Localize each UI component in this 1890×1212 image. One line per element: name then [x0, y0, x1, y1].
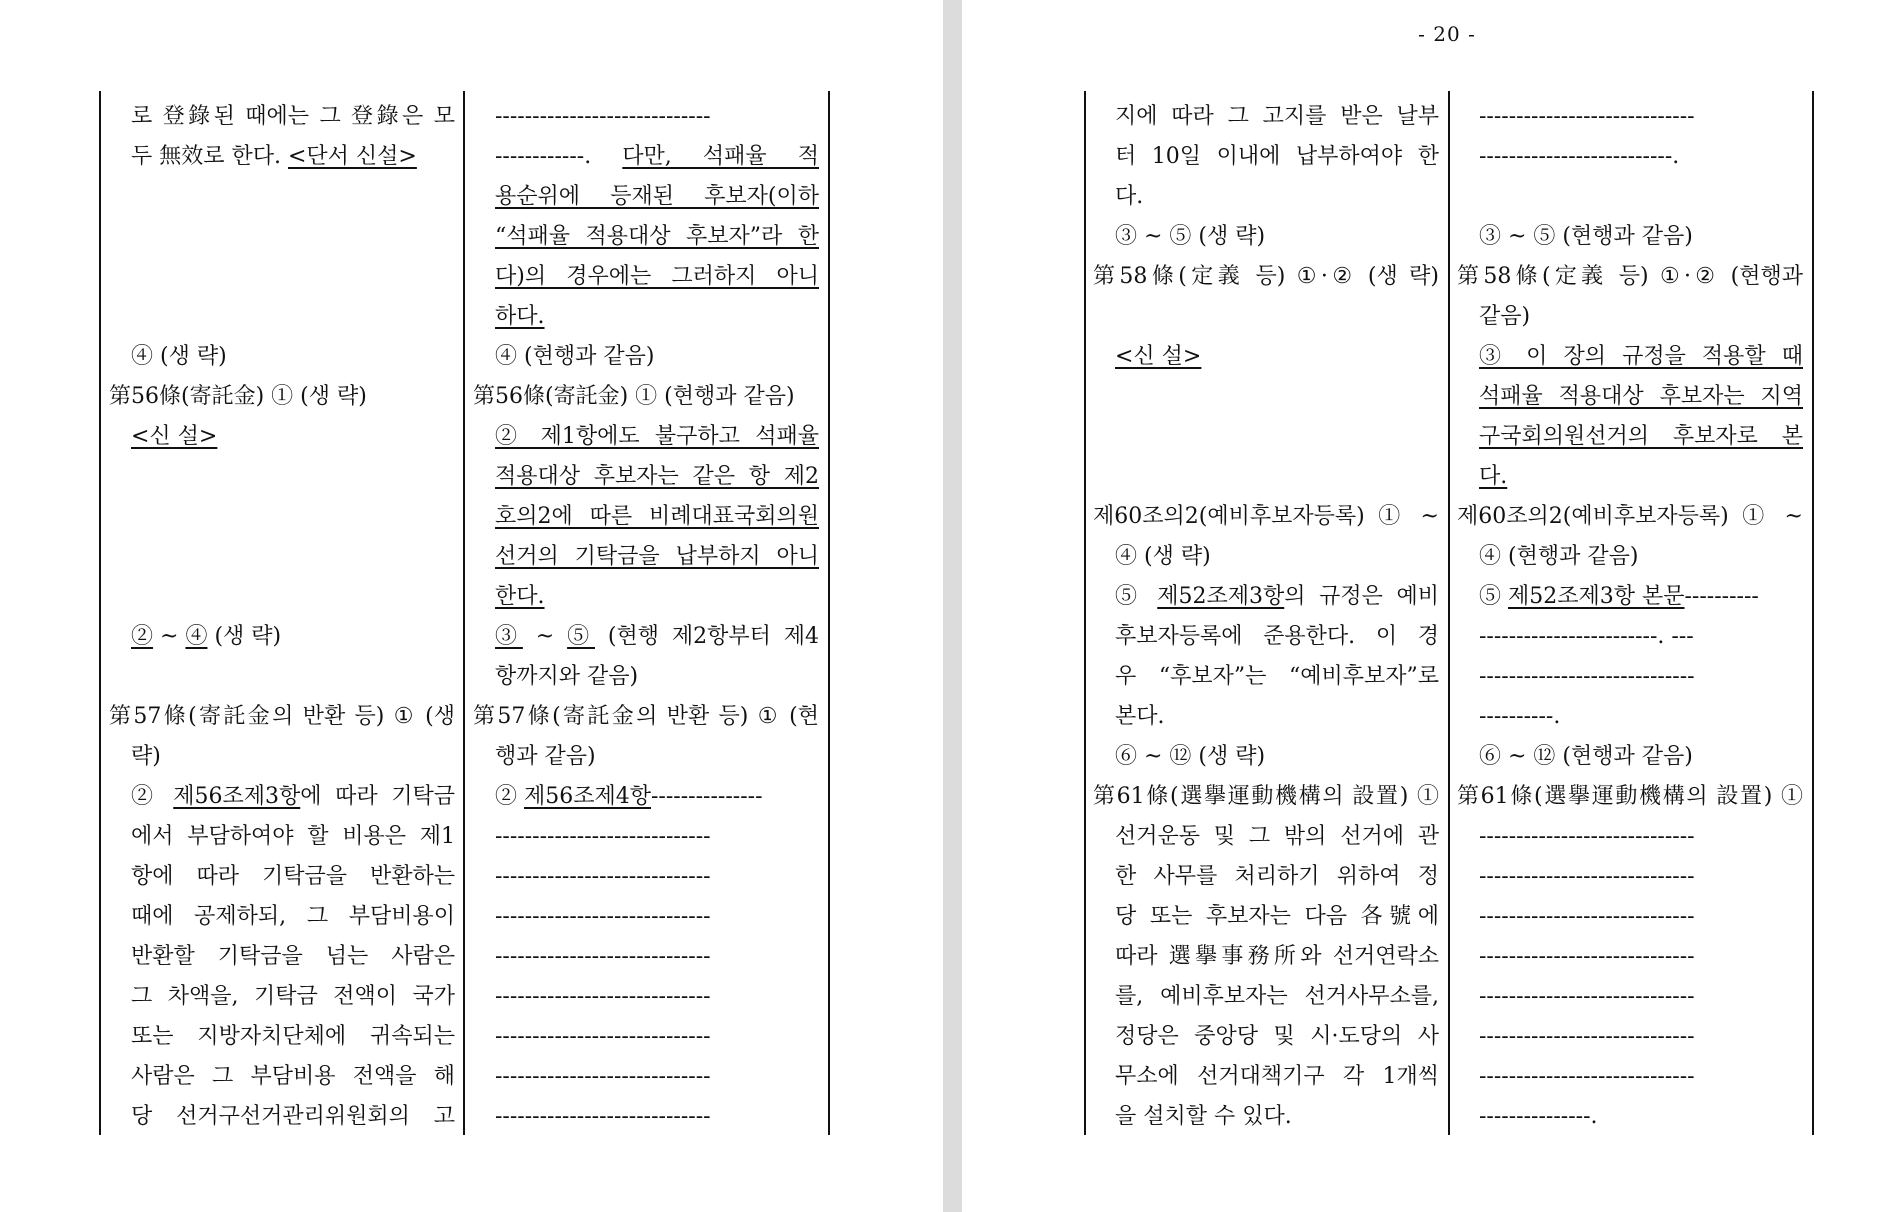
text-segment: 제60조의2(예비후보자등록) ① ~: [1457, 504, 1803, 529]
text-segment: 第61條(選擧運動機構의 設置) ①: [1457, 784, 1803, 809]
page-number: - 20 -: [1418, 22, 1476, 46]
left-table-border-right: [828, 91, 830, 1135]
text-segment: 을 설치할 수 있다.: [1115, 1104, 1292, 1129]
text-segment: 第57條(寄託金의 반환 등) ① (생: [109, 704, 455, 729]
text-segment: 第56條(寄託金) ① (생 략): [109, 384, 367, 409]
left-proposed-amendment-column: [473, 97, 819, 1137]
text-line: [473, 217, 819, 257]
text-line: [109, 577, 455, 617]
underlined-text: 하다.: [495, 304, 545, 329]
text-line: [473, 657, 819, 697]
text-line: [473, 577, 819, 617]
text-segment: ---------------.: [1479, 1104, 1598, 1129]
text-line: [1457, 297, 1803, 337]
text-segment: 항까지와 같음): [495, 664, 639, 689]
text-line: [1457, 777, 1803, 817]
text-line: [1457, 217, 1803, 257]
text-line: [1093, 417, 1439, 457]
text-line: [1093, 297, 1439, 337]
text-line: [1093, 657, 1439, 697]
text-line: [1093, 857, 1439, 897]
text-segment: 第57條(寄託金의 반환 등) ① (현: [473, 704, 819, 729]
text-segment: (현행 제2항부터 제4: [594, 624, 819, 649]
text-line: [1457, 817, 1803, 857]
underlined-text: ④: [185, 624, 208, 649]
text-line: [109, 897, 455, 937]
underlined-text: 적용대상 후보자는 같은 항 제2: [495, 464, 819, 489]
text-segment: ⑥ ~ ⑫ (현행과 같음): [1479, 744, 1693, 769]
text-segment: -----------------------------: [495, 824, 711, 849]
text-line: [473, 457, 819, 497]
text-segment: -----------------------------: [1479, 1024, 1695, 1049]
text-line: [1457, 1097, 1803, 1137]
text-segment: ------------------------. ---: [1479, 624, 1694, 649]
text-segment: 행과 같음): [495, 744, 596, 769]
text-segment: -----------------------------: [495, 944, 711, 969]
text-segment: 선거운동 및 그 밖의 선거에 관: [1115, 824, 1439, 849]
underlined-text: ② 제1항에도 불구하고 석패율: [495, 424, 819, 449]
left-table-border-left: [99, 91, 101, 1135]
text-line: [473, 377, 819, 417]
text-line: [1457, 1057, 1803, 1097]
text-segment: 에 따라 기탁금: [300, 784, 455, 809]
text-line: [1457, 377, 1803, 417]
text-line: [1093, 97, 1439, 137]
text-line: [1457, 977, 1803, 1017]
underlined-text: 한다.: [495, 584, 545, 609]
text-segment: 따라 選擧事務所와 선거연락소: [1115, 944, 1439, 969]
text-line: [473, 1057, 819, 1097]
text-segment: ---------------: [651, 784, 763, 809]
text-line: [1457, 97, 1803, 137]
text-segment: -----------------------------: [1479, 864, 1695, 889]
underlined-text: ③ 이 장의 규정을 적용할 때: [1479, 344, 1803, 369]
text-line: [109, 1017, 455, 1057]
underlined-text: “석패율 적용대상 후보자”라 한: [495, 224, 819, 249]
text-segment: ⑤: [1479, 584, 1508, 609]
text-line: [109, 297, 455, 337]
text-line: [473, 817, 819, 857]
text-line: [473, 537, 819, 577]
text-line: [1093, 977, 1439, 1017]
text-line: [1457, 697, 1803, 737]
text-segment: ----------: [1684, 584, 1759, 609]
text-line: [109, 1097, 455, 1137]
text-line: [1457, 617, 1803, 657]
text-line: [1093, 497, 1439, 537]
text-line: [1457, 337, 1803, 377]
text-segment: ~: [522, 624, 568, 649]
text-line: [109, 657, 455, 697]
text-segment: 때에 공제하되, 그 부담비용이: [131, 904, 455, 929]
text-segment: ②: [131, 784, 174, 809]
text-segment: ④ (현행과 같음): [495, 344, 655, 369]
text-line: [473, 977, 819, 1017]
text-line: [473, 697, 819, 737]
underlined-text: 제56조제3항: [173, 784, 301, 809]
underlined-text: <신 설>: [1115, 344, 1202, 369]
text-segment: 한 사무를 처리하기 위하여 정: [1115, 864, 1439, 889]
text-line: [1457, 257, 1803, 297]
underlined-text: 다.: [1479, 464, 1508, 489]
text-line: [109, 177, 455, 217]
left-current-law-column: [109, 97, 455, 1137]
underlined-text: 구국회의원선거의 후보자로 본: [1479, 424, 1803, 449]
text-segment: -----------------------------: [495, 104, 711, 129]
text-segment: 지에 따라 그 고지를 받은 날부: [1115, 104, 1439, 129]
text-segment: ------------.: [495, 144, 623, 169]
text-segment: -----------------------------: [1479, 984, 1695, 1009]
text-segment: -----------------------------: [495, 1064, 711, 1089]
text-line: [109, 777, 455, 817]
underlined-text: ②: [131, 624, 154, 649]
right-table-divider: [1448, 91, 1450, 1135]
text-segment: 본다.: [1115, 704, 1165, 729]
text-segment: 정당은 중앙당 및 시·도당의 사: [1115, 1024, 1439, 1049]
text-segment: --------------------------.: [1479, 144, 1680, 169]
text-segment: 第58條(定義 등) ①·② (현행과: [1457, 264, 1803, 289]
text-segment: 第58條(定義 등) ①·② (생 략): [1093, 264, 1439, 289]
text-segment: 두 無效로 한다.: [131, 144, 288, 169]
text-segment: 또는 지방자치단체에 귀속되는: [131, 1024, 455, 1049]
text-line: [1457, 497, 1803, 537]
text-line: [473, 1017, 819, 1057]
text-line: [109, 97, 455, 137]
text-line: [473, 497, 819, 537]
text-line: [1457, 577, 1803, 617]
text-line: [473, 137, 819, 177]
text-line: [1457, 537, 1803, 577]
text-line: [1093, 617, 1439, 657]
left-table-divider: [463, 91, 465, 1135]
text-segment: -----------------------------: [1479, 824, 1695, 849]
text-line: [1093, 817, 1439, 857]
text-segment: 에서 부담하여야 할 비용은 제1: [131, 824, 455, 849]
text-segment: -----------------------------: [1479, 944, 1695, 969]
text-line: [473, 777, 819, 817]
text-line: [109, 337, 455, 377]
text-segment: ④ (현행과 같음): [1479, 544, 1639, 569]
underlined-text: 제56조제4항: [524, 784, 651, 809]
text-segment: ②: [495, 784, 524, 809]
text-segment: 반환할 기탁금을 넘는 사람은: [131, 944, 455, 969]
text-segment: ----------.: [1479, 704, 1561, 729]
text-line: [1093, 937, 1439, 977]
text-line: [473, 897, 819, 937]
text-line: [109, 817, 455, 857]
text-line: [109, 497, 455, 537]
underlined-text: 다)의 경우에는 그러하지 아니: [495, 264, 819, 289]
text-segment: ④ (생 략): [1115, 544, 1211, 569]
text-line: [473, 297, 819, 337]
text-segment: ③ ~ ⑤ (생 략): [1115, 224, 1266, 249]
text-segment: 다.: [1115, 184, 1144, 209]
text-segment: 당 선거구선거관리위원회의 고: [131, 1104, 455, 1129]
text-segment: ④ (생 략): [131, 344, 227, 369]
text-line: [473, 937, 819, 977]
text-line: [1457, 457, 1803, 497]
text-line: [1093, 457, 1439, 497]
text-line: [109, 617, 455, 657]
text-line: [1093, 577, 1439, 617]
text-segment: (생 략): [207, 624, 282, 649]
text-line: [1093, 537, 1439, 577]
text-segment: 제60조의2(예비후보자등록) ① ~: [1093, 504, 1439, 529]
text-segment: 략): [131, 744, 161, 769]
right-table-border-left: [1084, 91, 1086, 1135]
text-line: [1093, 1017, 1439, 1057]
text-segment: ⑤: [1115, 584, 1158, 609]
underlined-text: ⑤: [567, 624, 595, 649]
text-segment: -----------------------------: [1479, 1064, 1695, 1089]
text-line: [109, 857, 455, 897]
underlined-text: 제52조제3항 본문: [1508, 584, 1685, 609]
text-segment: 당 또는 후보자는 다음 各號에: [1115, 904, 1439, 929]
text-segment: ③ ~ ⑤ (현행과 같음): [1479, 224, 1693, 249]
text-line: [1457, 857, 1803, 897]
page-gutter: [943, 0, 962, 1212]
text-segment: -----------------------------: [1479, 664, 1695, 689]
underlined-text: <신 설>: [131, 424, 218, 449]
text-line: [109, 377, 455, 417]
text-line: [473, 97, 819, 137]
text-line: [109, 937, 455, 977]
underlined-text: <단서 신설>: [287, 144, 417, 169]
text-segment: 를, 예비후보자는 선거사무소를,: [1115, 984, 1439, 1009]
text-segment: -----------------------------: [495, 904, 711, 929]
text-segment: 그 차액을, 기탁금 전액이 국가: [131, 984, 455, 1009]
text-line: [1457, 657, 1803, 697]
text-line: [109, 697, 455, 737]
text-line: [109, 137, 455, 177]
underlined-text: 제52조제3항: [1157, 584, 1285, 609]
text-line: [1093, 217, 1439, 257]
text-line: [1093, 897, 1439, 937]
underlined-text: ③: [495, 624, 523, 649]
text-segment: 터 10일 이내에 납부하여야 한: [1115, 144, 1439, 169]
text-segment: -----------------------------: [495, 984, 711, 1009]
text-line: [109, 217, 455, 257]
text-line: [109, 977, 455, 1017]
underlined-text: 다만, 석패율 적: [622, 144, 819, 169]
text-segment: ~: [153, 624, 186, 649]
text-line: [473, 617, 819, 657]
right-table-border-right: [1812, 91, 1814, 1135]
text-line: [1457, 1017, 1803, 1057]
text-segment: -----------------------------: [495, 1104, 711, 1129]
text-line: [1457, 937, 1803, 977]
underlined-text: 용순위에 등재된 후보자(이하: [495, 184, 819, 209]
text-line: [1093, 1097, 1439, 1137]
text-line: [109, 457, 455, 497]
text-segment: 사람은 그 부담비용 전액을 해: [131, 1064, 455, 1089]
text-segment: 第61條(選擧運動機構의 設置) ①: [1093, 784, 1439, 809]
right-current-law-column: [1093, 97, 1439, 1137]
text-line: [109, 257, 455, 297]
text-line: [109, 737, 455, 777]
text-line: [473, 337, 819, 377]
text-line: [1093, 697, 1439, 737]
text-line: [109, 537, 455, 577]
text-line: [1457, 897, 1803, 937]
text-line: [1093, 177, 1439, 217]
text-segment: ⑥ ~ ⑫ (생 략): [1115, 744, 1266, 769]
text-line: [473, 1097, 819, 1137]
text-segment: 항에 따라 기탁금을 반환하는: [131, 864, 455, 889]
underlined-text: 선거의 기탁금을 납부하지 아니: [495, 544, 819, 569]
text-line: [473, 857, 819, 897]
text-line: [473, 417, 819, 457]
text-segment: 같음): [1479, 304, 1531, 329]
text-line: [109, 1057, 455, 1097]
text-segment: -----------------------------: [1479, 104, 1695, 129]
text-line: [1093, 137, 1439, 177]
underlined-text: 석패율 적용대상 후보자는 지역: [1479, 384, 1803, 409]
text-line: [473, 257, 819, 297]
text-line: [1093, 1057, 1439, 1097]
text-line: [109, 417, 455, 457]
text-line: [1093, 777, 1439, 817]
text-segment: 무소에 선거대책기구 각 1개씩: [1115, 1064, 1439, 1089]
text-line: [1093, 737, 1439, 777]
text-line: [1093, 337, 1439, 377]
text-line: [1457, 737, 1803, 777]
text-segment: 후보자등록에 준용한다. 이 경: [1115, 624, 1439, 649]
text-line: [1457, 177, 1803, 217]
text-segment: -----------------------------: [495, 864, 711, 889]
text-segment: 우 “후보자”는 “예비후보자”로: [1115, 664, 1439, 689]
right-proposed-amendment-column: [1457, 97, 1803, 1137]
text-segment: 의 규정은 예비: [1284, 584, 1439, 609]
text-line: [473, 737, 819, 777]
text-segment: 第56條(寄託金) ① (현행과 같음): [473, 384, 795, 409]
underlined-text: 호의2에 따른 비례대표국회의원: [495, 504, 819, 529]
text-segment: -----------------------------: [495, 1024, 711, 1049]
text-line: [1457, 417, 1803, 457]
text-line: [1093, 377, 1439, 417]
text-line: [1457, 137, 1803, 177]
text-line: [1093, 257, 1439, 297]
text-segment: -----------------------------: [1479, 904, 1695, 929]
text-line: [473, 177, 819, 217]
text-segment: 로 登錄된 때에는 그 登錄은 모: [131, 104, 455, 129]
